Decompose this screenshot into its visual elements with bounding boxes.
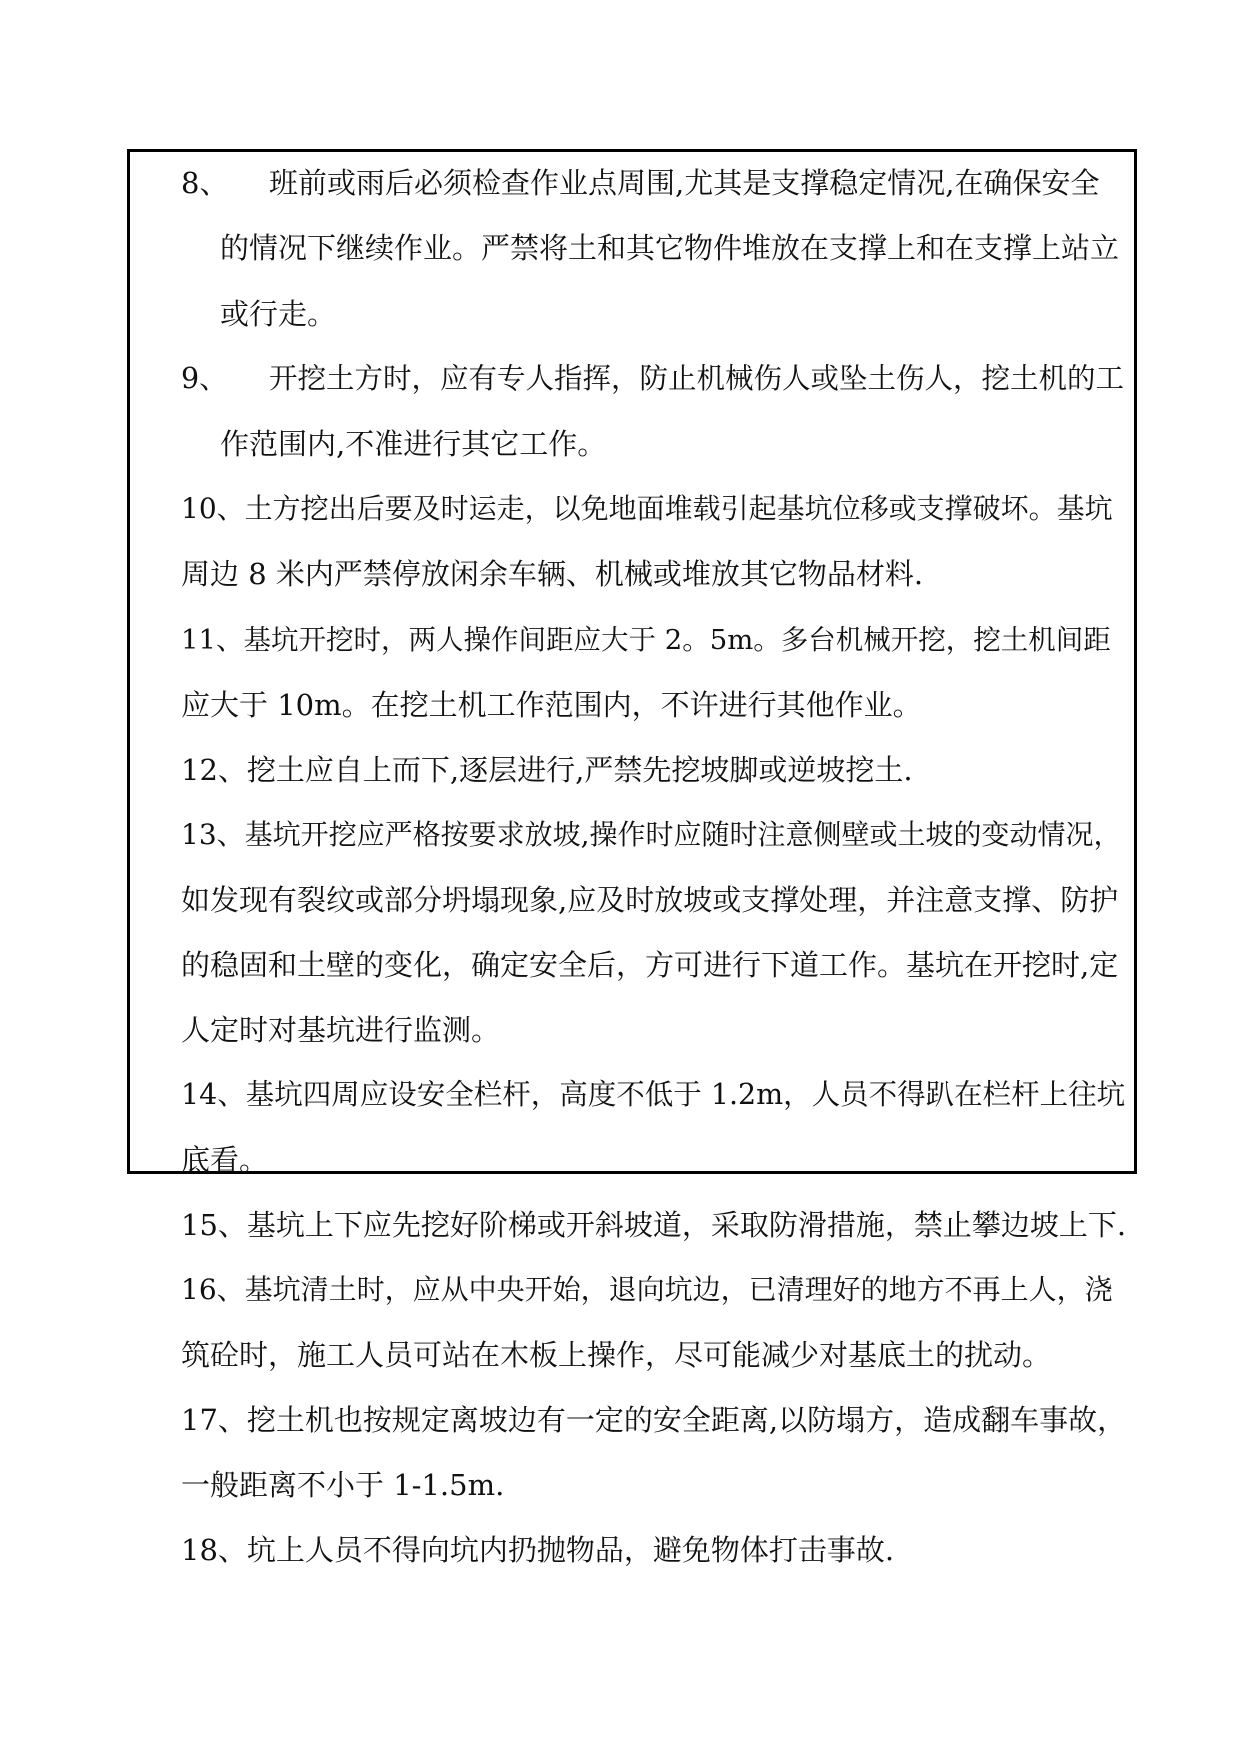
item-10-line-2: 周边 8 米内严禁停放闲余车辆、机械或堆放其它物品材料. <box>181 557 924 591</box>
item-17-line-2: 一般距离不小于 1-1.5m. <box>181 1468 505 1502</box>
item-14-line-2: 底看。 <box>181 1143 269 1177</box>
item-9-text-1: 开挖土方时，应有专人指挥，防止机械伤人或坠土伤人，挖土机的工 <box>269 362 1125 395</box>
item-13-line-1: 13、基坑开挖应严格按要求放坡,操作时应随时注意侧壁或土坡的变动情况， <box>181 818 1122 851</box>
item-9-number: 9、 <box>181 362 228 395</box>
item-14-line-1: 14、基坑四周应设安全栏杆，高度不低于 1.2m，人员不得趴在栏杆上往坑 <box>181 1078 1126 1111</box>
item-9-line-2: 作范围内,不准进行其它工作。 <box>220 427 607 461</box>
item-16-line-2: 筑砼时，施工人员可站在木板上操作，尽可能减少对基底土的扰动。 <box>181 1338 1052 1372</box>
item-18-line-1: 18、坑上人员不得向坑内扔抛物品，避免物体打击事故. <box>181 1533 895 1567</box>
item-17-line-1: 17、挖土机也按规定离坡边有一定的安全距离,以防塌方，造成翻车事故， <box>181 1403 1127 1437</box>
item-11-line-1: 11、基坑开挖时，两人操作间距应大于 2。5m。多台机械开挖，挖土机间距 <box>181 624 1111 656</box>
item-13-line-2: 如发现有裂纹或部分坍塌现象,应及时放坡或支撑处理，并注意支撑、防护 <box>181 883 1119 917</box>
item-8-line-1 <box>181 163 1099 203</box>
item-8-text-1: 班前或雨后必须检查作业点周围,尤其是支撑稳定情况,在确保安全 <box>269 166 1100 200</box>
item-8-line-2: 的情况下继续作业。严禁将土和其它物件堆放在支撑上和在支撑上站立 <box>220 231 1120 265</box>
item-16-line-1: 16、基坑清土时，应从中央开始，退向坑边，已清理好的地方不再上人，浇 <box>181 1273 1113 1306</box>
item-13-line-3: 的稳固和土壁的变化，确定安全后，方可进行下道工作。基坑在开挖时,定 <box>181 948 1119 982</box>
item-15-line-1: 15、基坑上下应先挖好阶梯或开斜坡道，采取防滑措施，禁止攀边坡上下. <box>181 1208 1127 1242</box>
item-12-line-1: 12、挖土应自上而下,逐层进行,严禁先挖坡脚或逆坡挖土. <box>181 753 913 787</box>
item-8-number: 8、 <box>181 166 229 200</box>
item-11-line-2: 应大于 10m。在挖土机工作范围内，不许进行其他作业。 <box>181 688 922 722</box>
item-13-line-4: 人定时对基坑进行监测。 <box>181 1013 501 1047</box>
item-8-line-3: 或行走。 <box>220 297 337 331</box>
item-9-line-1 <box>181 359 1124 399</box>
item-10-line-1: 10、土方挖出后要及时运走，以免地面堆载引起基坑位移或支撑破坏。基坑 <box>181 492 1113 525</box>
